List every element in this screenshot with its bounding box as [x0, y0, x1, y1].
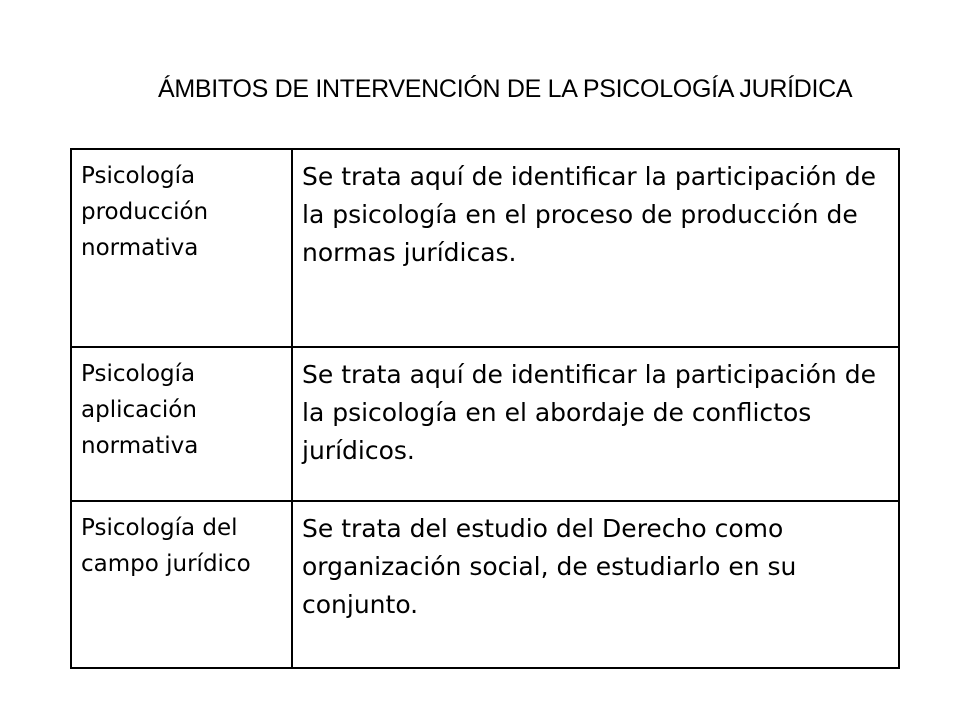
row-description: Se trata aquí de identificar la participación de la psicología en el proceso de producción de normas jurídicas.: [292, 149, 899, 347]
table-row: [71, 149, 899, 347]
row-label: Psicología producción normativa: [71, 149, 292, 347]
slide-title: ÁMBITOS DE INTERVENCIÓN DE LA PSICOLOGÍA JURÍDICA: [158, 75, 853, 103]
row-description: Se trata del estudio del Derecho como organización social, de estudiarlo en su conjunto.: [292, 501, 899, 668]
row-label: Psicología del campo jurídico: [71, 501, 292, 668]
row-label: Psicología aplicación normativa: [71, 347, 292, 501]
table-row: [71, 347, 899, 501]
table-row: [71, 501, 899, 668]
ambitos-table: [70, 148, 898, 669]
table: [70, 148, 900, 669]
row-description: Se trata aquí de identificar la participación de la psicología en el abordaje de conflictos jurídicos.: [292, 347, 899, 501]
